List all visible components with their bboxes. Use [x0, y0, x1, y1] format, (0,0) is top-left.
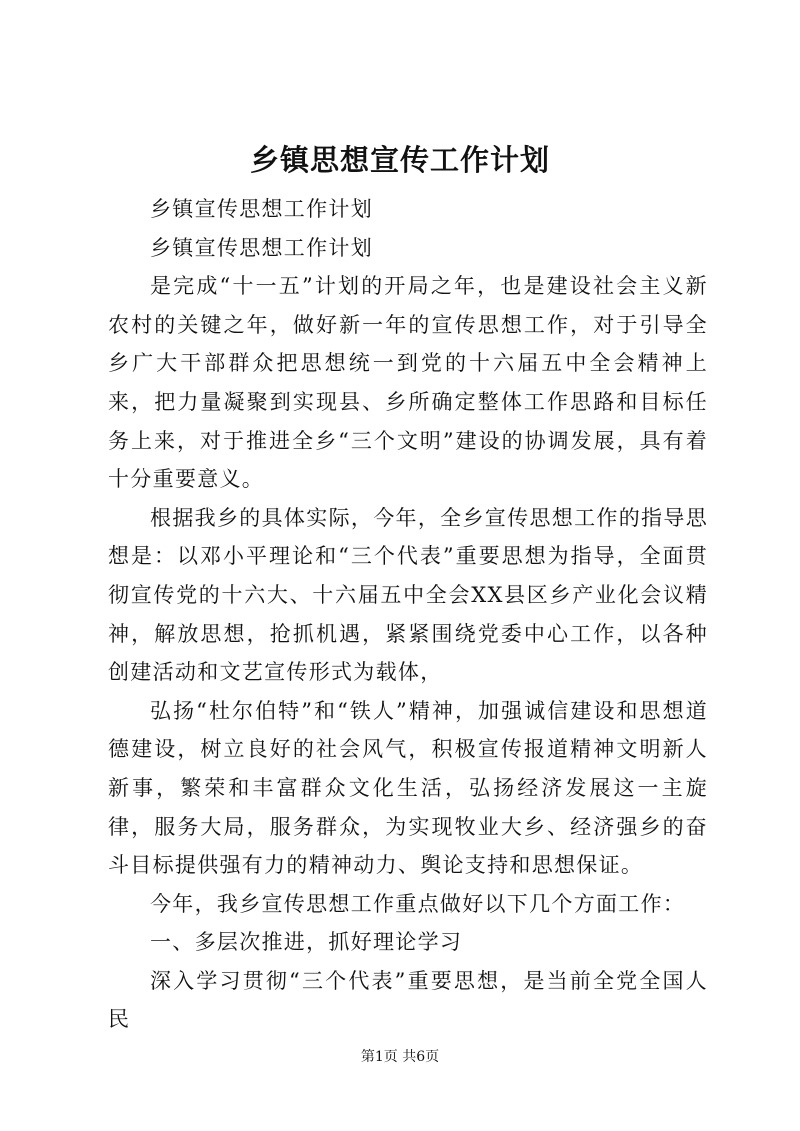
paragraph: 弘扬“杜尔伯特”和“铁人”精神，加强诚信建设和思想道德建设，树立良好的社会风气，积极宣传报道精神文明新人新事，繁荣和丰富群众文化生活，弘扬经济发展这一主旋律，服务大局，服务群众，为实现牧业大乡、经济强乡的奋斗目标提供强有力的精神动力、舆论支持和思想保证。: [108, 698, 708, 878]
paragraph: 乡镇宣传思想工作计划: [150, 235, 373, 260]
document-title: 乡镇思想宣传工作计划: [249, 143, 550, 177]
paragraph: 深入学习贯彻“三个代表”重要思想，是当前全党全国人民: [108, 968, 708, 1032]
page-indicator: 第1页 共6页: [360, 1049, 440, 1065]
paragraph: 今年，我乡宣传思想工作重点做好以下几个方面工作：: [150, 891, 686, 916]
paragraph: 根据我乡的具体实际，今年，全乡宣传思想工作的指导思想是：以邓小平理论和“三个代表”重要思想为指导，全面贯彻宣传党的十六大、十六届五中全会XX县区乡产业化会议精神，解放思想，抢抓机遇，紧紧围绕党委中心工作，以各种创建活动和文艺宣传形式为载体，: [108, 505, 708, 685]
paragraph: 乡镇宣传思想工作计划: [150, 197, 373, 221]
document-body: [108, 190, 708, 1039]
paragraph: 是完成“十一五”计划的开局之年，也是建设社会主义新农村的关键之年，做好新一年的宣传思想工作，对于引导全乡广大干部群众把思想统一到党的十六届五中全会精神上来，把力量凝聚到实现县、乡所确定整体工作思路和目标任务上来，对于推进全乡“三个文明”建设的协调发展，具有着十分重要意义。: [108, 274, 708, 492]
paragraph: 一、多层次推进，抓好理论学习: [150, 930, 463, 955]
